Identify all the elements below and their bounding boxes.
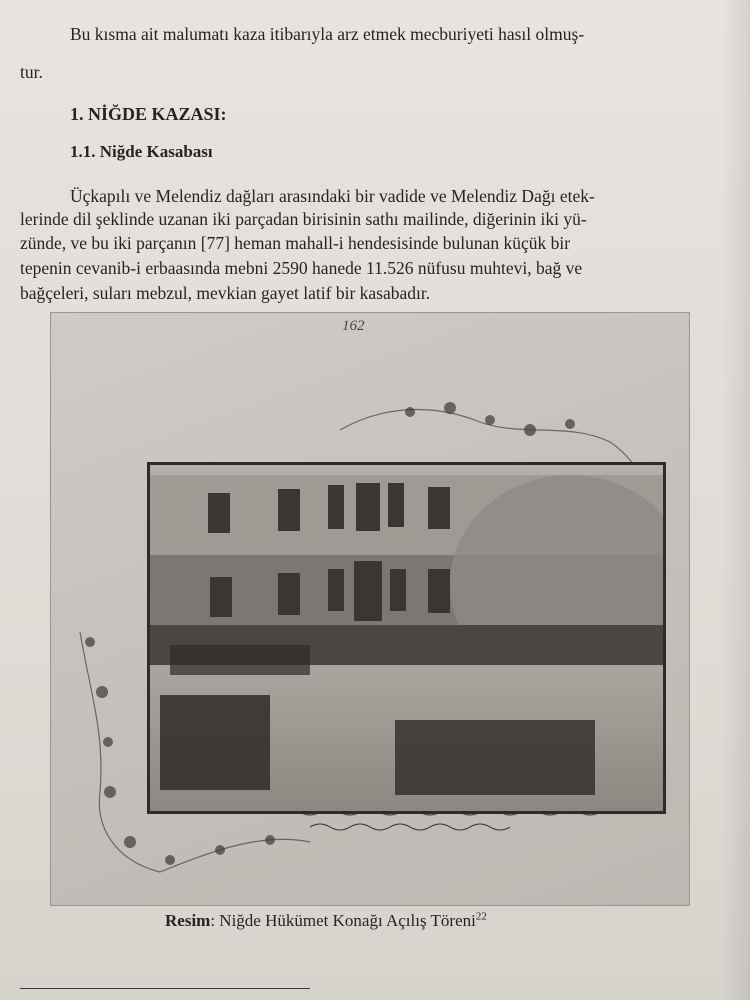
caption-label: Resim bbox=[165, 911, 211, 930]
historical-photograph bbox=[50, 312, 690, 906]
paragraph-line-1: Üçkapılı ve Melendiz dağları arasındaki bir vadide ve Melendiz Dağı etek- bbox=[70, 186, 595, 206]
subsection-heading: 1.1. Niğde Kasabası bbox=[70, 142, 213, 161]
figure-caption bbox=[165, 911, 487, 931]
intro-line-1: Bu kısma ait malumatı kaza itibarıyla arz etmek mecburiyeti hasıl olmuş- bbox=[70, 24, 585, 44]
photo-number: 162 bbox=[342, 318, 365, 334]
paragraph-line-4: tepenin cevanib-i erbaasında mebni 2590 hanede 11.526 nüfusu muhtevi, bağ ve bbox=[20, 258, 583, 278]
photo-image bbox=[147, 462, 666, 814]
paragraph-line-3: zünde, ve bu iki parçanın [77] heman mahall-i hendesisinde bulunan küçük bir bbox=[20, 233, 571, 253]
caption-footnote-mark: 22 bbox=[475, 910, 487, 923]
section-heading: 1. NİĞDE KAZASI: bbox=[70, 104, 227, 124]
footnote-divider bbox=[20, 988, 310, 989]
intro-line-2: tur. bbox=[20, 62, 43, 82]
paragraph-line-2: lerinde dil şeklinde uzanan iki parçadan birisinin sathı mailinde, diğerinin iki yü- bbox=[20, 209, 587, 229]
paragraph-line-5: bağçeleri, suları mebzul, mevkian gayet latif bir kasabadır. bbox=[20, 283, 431, 303]
caption-text: : Niğde Hükümet Konağı Açılış Töreni bbox=[210, 911, 476, 930]
